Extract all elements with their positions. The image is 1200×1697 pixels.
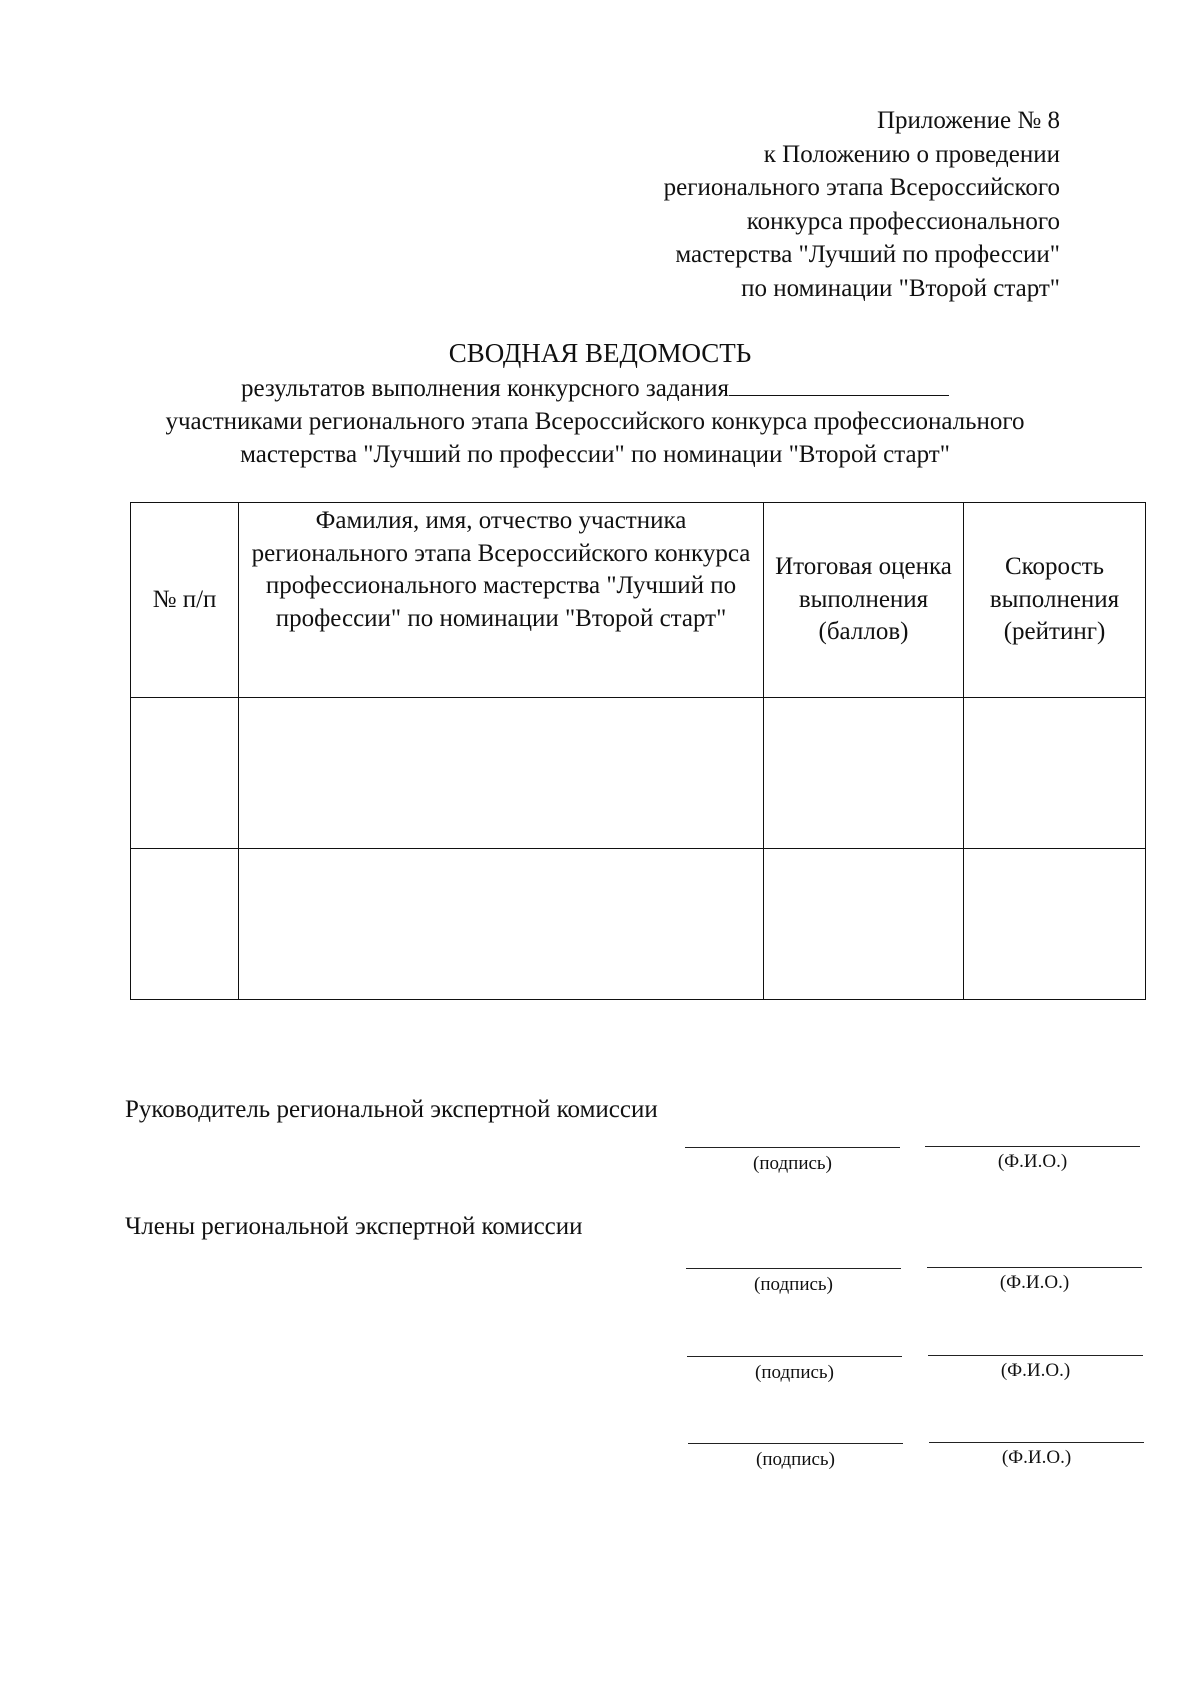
member-signature-line[interactable] xyxy=(688,1443,903,1444)
name-caption: (Ф.И.О.) xyxy=(997,1151,1068,1172)
member-name-line[interactable] xyxy=(928,1355,1143,1356)
head-of-commission-label: Руководитель региональной экспертной комиссии xyxy=(125,1096,658,1123)
signature-caption: (подпись) xyxy=(753,1153,832,1174)
document-subtitle xyxy=(130,372,1060,471)
task-blank-field[interactable] xyxy=(729,373,949,396)
annex-line: конкурса профессионального xyxy=(746,207,1060,235)
cell-speed[interactable] xyxy=(964,698,1146,849)
members-of-commission-label: Члены региональной экспертной комиссии xyxy=(125,1213,583,1240)
member-name-line[interactable] xyxy=(927,1267,1142,1268)
results-table xyxy=(130,502,1146,1000)
cell-speed[interactable] xyxy=(964,849,1146,1000)
name-caption: (Ф.И.О.) xyxy=(1001,1447,1072,1468)
cell-name[interactable] xyxy=(239,849,764,1000)
table-row xyxy=(131,698,1146,849)
member-signature-line[interactable] xyxy=(686,1268,901,1269)
table-row xyxy=(131,849,1146,1000)
header-number: № п/п xyxy=(131,503,239,698)
cell-score[interactable] xyxy=(764,849,964,1000)
signature-caption: (подпись) xyxy=(755,1362,834,1383)
header-participant-name: Фамилия, имя, отчество участника регионального этапа Всероссийского конкурса профессионального мастерства "Лучший по профессии" по номинации "Второй старт" xyxy=(239,503,764,698)
cell-number[interactable] xyxy=(131,698,239,849)
cell-name[interactable] xyxy=(239,698,764,849)
header-speed-rating: Скорость выполнения (рейтинг) xyxy=(964,503,1146,698)
head-name-line[interactable] xyxy=(925,1146,1140,1147)
subtitle-line-3: мастерства "Лучший по профессии" по номинации "Второй старт" xyxy=(240,441,950,468)
header-final-score: Итоговая оценка выполнения (баллов) xyxy=(764,503,964,698)
signature-caption: (подпись) xyxy=(756,1449,835,1470)
annex-line: к Положению о проведении xyxy=(763,140,1060,168)
annex-line: по номинации "Второй старт" xyxy=(741,274,1060,302)
member-name-line[interactable] xyxy=(929,1442,1144,1443)
name-caption: (Ф.И.О.) xyxy=(999,1272,1070,1293)
subtitle-line-2: участниками регионального этапа Всероссийского конкурса профессионального xyxy=(165,408,1025,435)
subtitle-text: результатов выполнения конкурсного задания xyxy=(241,375,729,402)
annex-line: Приложение № 8 xyxy=(876,107,1060,134)
cell-score[interactable] xyxy=(764,698,964,849)
member-signature-line[interactable] xyxy=(687,1356,902,1357)
name-caption: (Ф.И.О.) xyxy=(1000,1360,1071,1381)
subtitle-line-1 xyxy=(130,372,1060,405)
cell-number[interactable] xyxy=(131,849,239,1000)
annex-line: мастерства "Лучший по профессии" xyxy=(675,241,1060,268)
signature-caption: (подпись) xyxy=(754,1274,833,1295)
head-signature-line[interactable] xyxy=(685,1147,900,1148)
annex-header xyxy=(500,104,1060,305)
document-title: СВОДНАЯ ВЕДОМОСТЬ xyxy=(448,338,752,368)
table-header-row xyxy=(131,503,1146,698)
annex-line: регионального этапа Всероссийского xyxy=(663,174,1060,201)
